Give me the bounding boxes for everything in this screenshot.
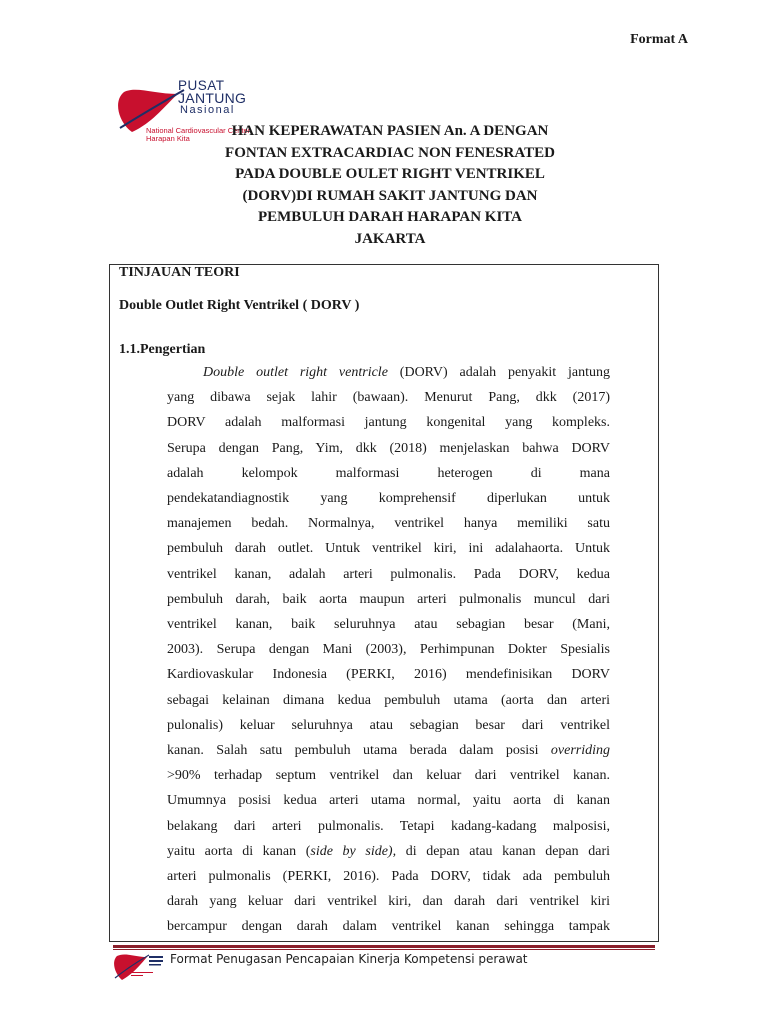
title-line: JAKARTA <box>354 230 426 247</box>
body-word: diperlukan <box>486 491 547 507</box>
body-line <box>167 562 610 587</box>
body-word: kanan, <box>235 617 273 633</box>
body-word: heterogen <box>437 465 493 481</box>
body-word: kelompok <box>241 465 298 481</box>
body-word: pendekatandiagnostik <box>167 491 290 507</box>
body-line: Double outlet right ventricle (DORV) adalah penyakit jantung <box>203 365 611 380</box>
title-line: (DORV)DI RUMAH SAKIT JANTUNG DAN <box>242 187 538 204</box>
body-word: untuk <box>578 491 610 507</box>
body-word: atau <box>414 617 438 633</box>
body-line: 2003). Serupa dengan Mani (2003), Perhimpunan Dokter Spesialis <box>167 642 610 658</box>
body-word: baik <box>291 617 316 633</box>
content-box <box>109 264 659 942</box>
body-line: yang dibawa sejak lahir (bawaan). Menurut Pang, dkk (2017) <box>167 390 610 406</box>
body-word: mana <box>579 465 610 481</box>
body-line: Serupa dengan Pang, Yim, dkk (2018) menjelaskan bahwa DORV <box>167 440 610 456</box>
body-word: malformasi <box>335 465 400 481</box>
body-italic: Double outlet right ventricle <box>203 365 388 380</box>
body-word: adalah <box>167 465 204 481</box>
body-word: di <box>530 465 542 481</box>
format-label: Format A <box>630 32 688 47</box>
sub-heading: 1.1.Pengertian <box>119 342 206 357</box>
body-word: sebagian <box>456 617 506 633</box>
body-word: adalah <box>289 566 326 582</box>
footer-rule <box>113 945 655 948</box>
footer-rule-thin <box>113 949 655 950</box>
body-word: (Mani, <box>572 617 610 633</box>
document-title <box>150 121 630 250</box>
title-line: FONTAN EXTRACARDIAC NON FENESRATED <box>225 144 555 161</box>
body-word: seluruhnya <box>334 617 396 633</box>
body-word: Pada <box>473 566 501 582</box>
body-line: pembuluh darah, baik aorta maupun arteri pulmonalis muncul dari <box>167 591 610 607</box>
logo-line-3: Nasional <box>180 104 235 116</box>
logo-line-2: JANTUNG <box>178 90 247 106</box>
body-word: ventrikel <box>167 617 217 633</box>
body-line: arteri pulmonalis (PERKI, 2016). Pada DORV, tidak ada pembuluh <box>167 869 610 885</box>
footer-heart-icon <box>113 952 165 982</box>
body-word: pulmonalis. <box>390 566 457 582</box>
logo-line-1: PUSAT <box>178 78 225 93</box>
body-line <box>167 486 610 511</box>
section-heading: TINJAUAN TEORI <box>119 265 240 280</box>
body-line <box>167 612 610 637</box>
body-line: >90% terhadap septum ventrikel dan keluar dari ventrikel kanan. <box>167 768 610 784</box>
body-line: bercampur dengan darah dalam ventrikel kanan sehingga tampak <box>167 919 610 935</box>
body-italic: side by side), <box>310 843 397 859</box>
footer-text: Format Penugasan Pencapaian Kinerja Kompetensi perawat <box>170 952 528 966</box>
body-word: arteri <box>343 566 373 582</box>
body-line: yaitu aorta di kanan (side by side), di depan atau kanan depan dari <box>167 843 610 859</box>
body-line: pulonalis) keluar seluruhnya atau sebagian besar dari ventrikel <box>167 717 610 733</box>
title-line: PADA DOUBLE OULET RIGHT VENTRIKEL <box>235 166 545 182</box>
body-line <box>167 461 610 486</box>
body-line: manajemen bedah. Normalnya, ventrikel hanya memiliki satu <box>167 516 610 532</box>
logo-line-5: Harapan Kita <box>146 134 190 143</box>
body-line: DORV adalah malformasi jantung kongenital yang kompleks. <box>167 415 610 431</box>
body-line: sebagai kelainan dimana kedua pembuluh utama (aorta dan arteri <box>167 692 610 708</box>
body-text <box>167 360 610 940</box>
body-line: pembuluh darah outlet. Untuk ventrikel kiri, ini adalahaorta. Untuk <box>167 541 610 557</box>
body-line: kanan. Salah satu pembuluh utama berada dalam posisi overriding <box>167 743 610 759</box>
body-word: kanan, <box>234 566 272 582</box>
body-line: belakang dari arteri pulmonalis. Tetapi kadang-kadang malposisi, <box>167 818 610 834</box>
body-word: komprehensif <box>378 491 456 507</box>
body-word: besar <box>523 617 554 633</box>
title-line: HAN KEPERAWATAN PASIEN An. A DENGAN <box>231 123 549 139</box>
body-word: kedua <box>576 566 610 582</box>
body-word: ventrikel <box>167 566 217 582</box>
body-line: Kardiovaskular Indonesia (PERKI, 2016) mendefinisikan DORV <box>167 667 610 683</box>
logo-line-4: National Cardiovascular Center <box>146 126 251 135</box>
footer-logo <box>113 952 165 987</box>
body-italic: overriding <box>550 743 610 759</box>
body-line: Umumnya posisi kedua arteri utama normal, yaitu aorta di kanan <box>167 793 610 809</box>
title-line: PEMBULUH DARAH HARAPAN KITA <box>257 209 523 225</box>
body-word: yang <box>320 491 348 507</box>
topic-heading: Double Outlet Right Ventrikel ( DORV ) <box>119 298 360 313</box>
body-line: darah yang keluar dari ventrikel kiri, dan darah dari ventrikel kiri <box>167 894 610 910</box>
body-word: DORV, <box>518 566 559 582</box>
